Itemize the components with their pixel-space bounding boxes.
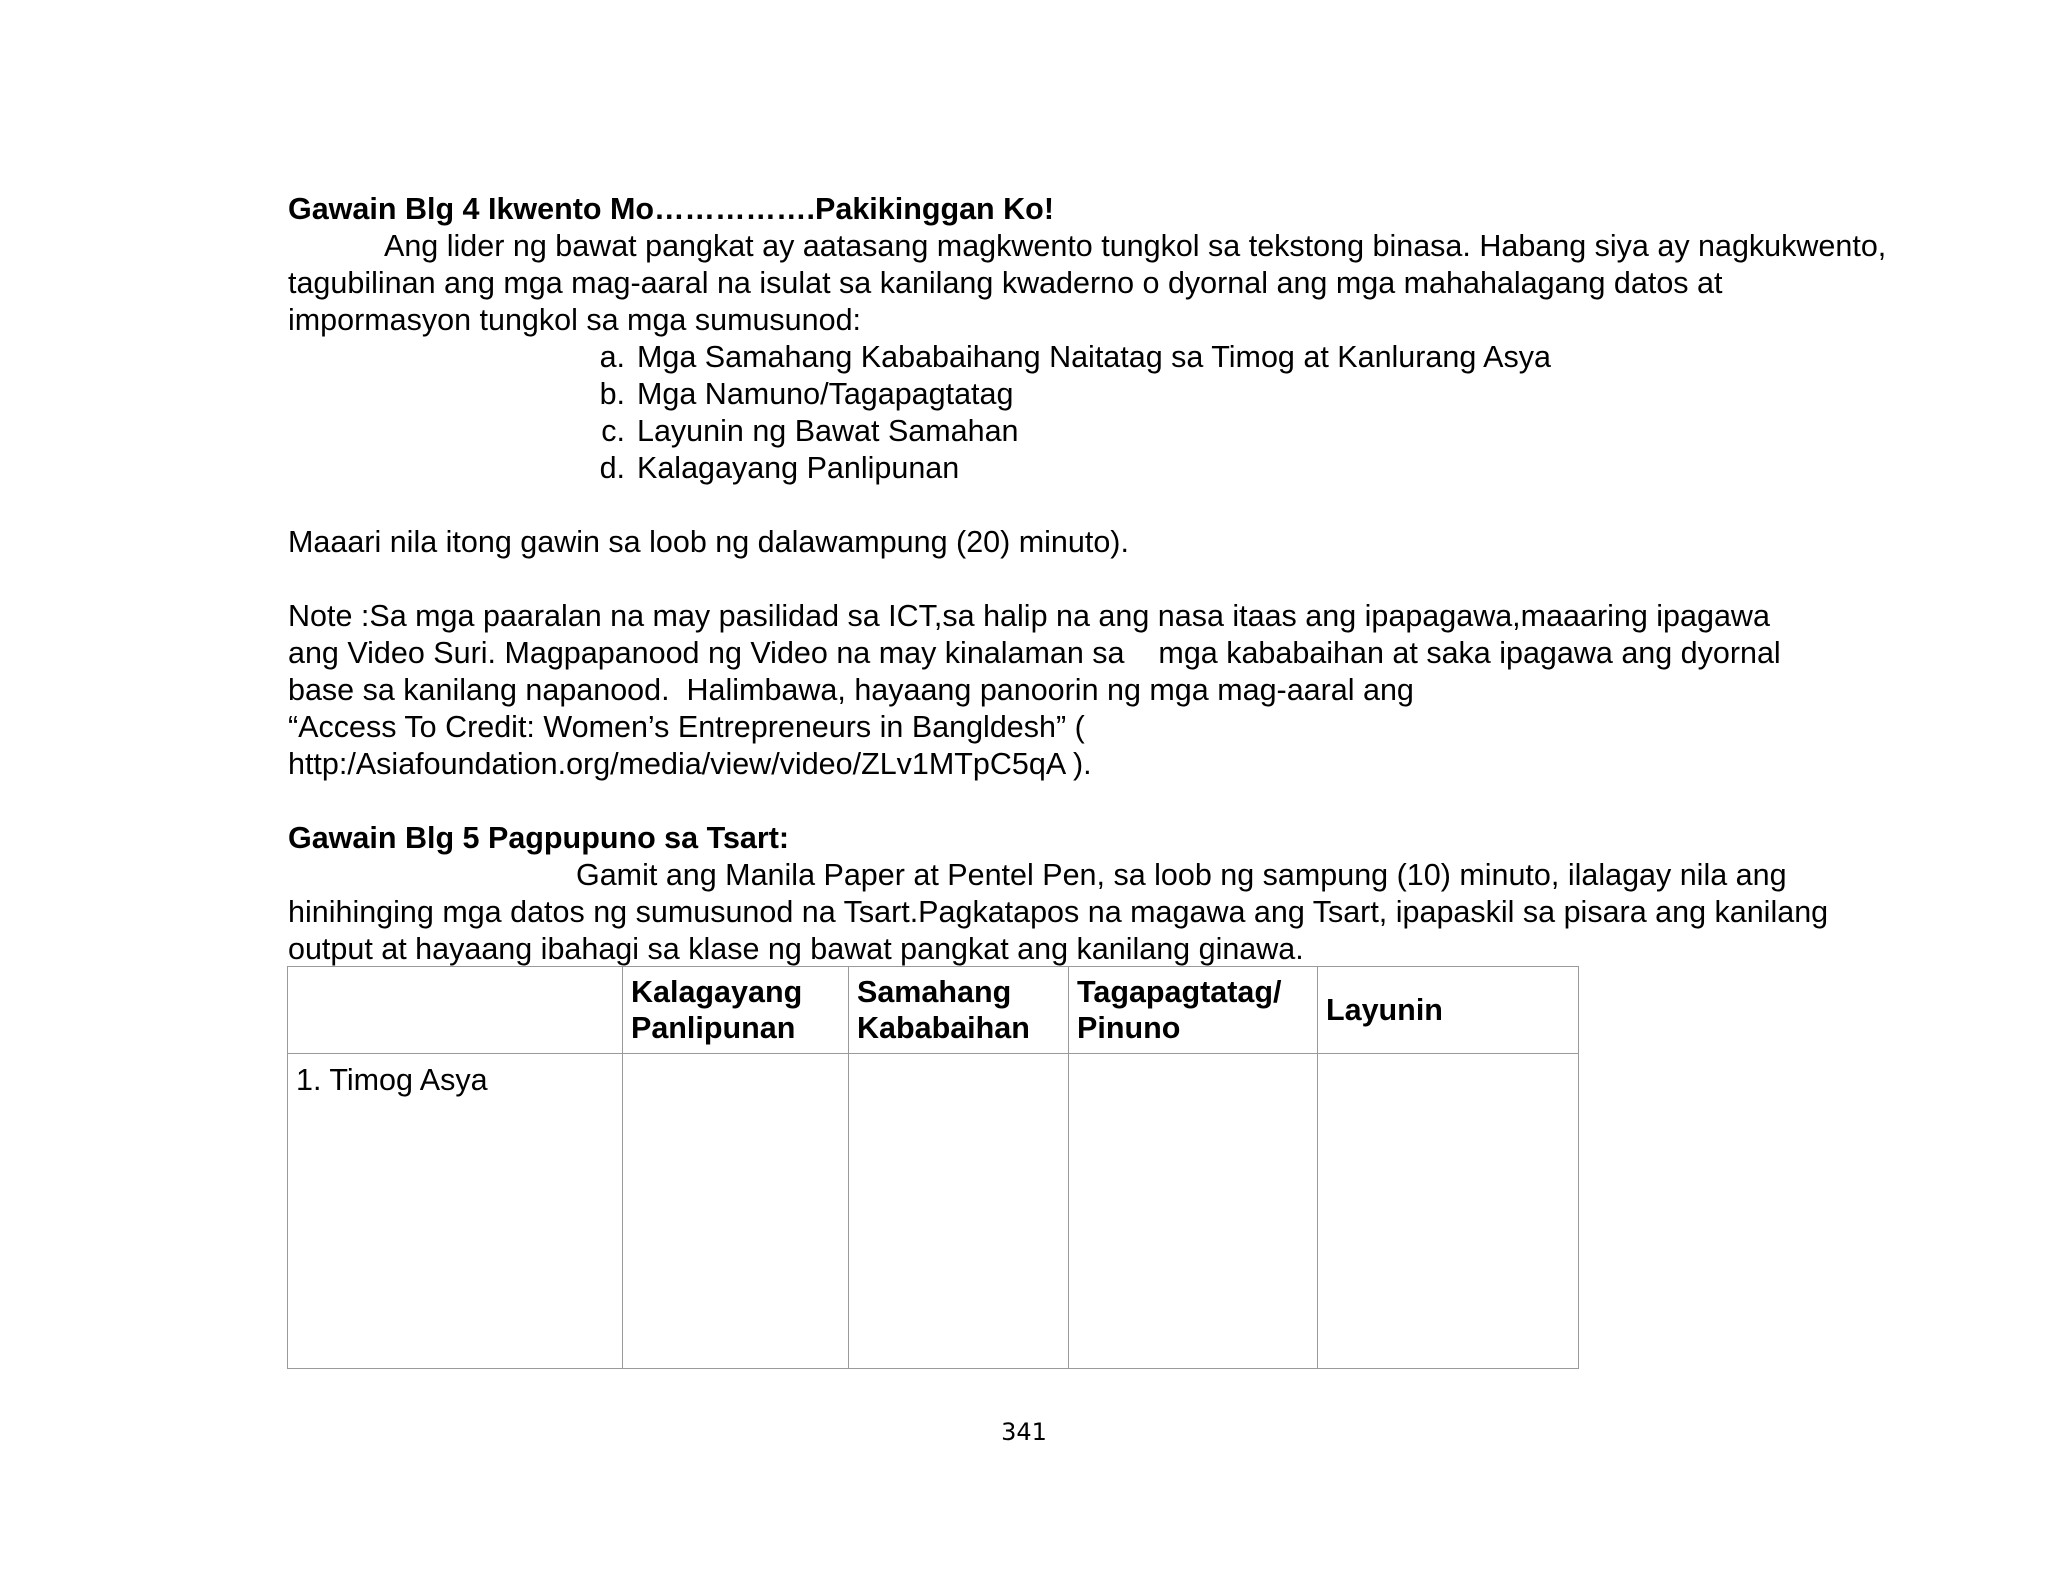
time-note: Maaari nila itong gawin sa loob ng dalawampung (20) minuto). (288, 525, 1129, 559)
table-header-cell (1069, 967, 1318, 1054)
list-item-text: Mga Namuno/Tagapagtatag (637, 377, 1014, 411)
page-number: 341 (1001, 1418, 1047, 1446)
row-label-cell: 1. Timog Asya (288, 1054, 623, 1369)
list-item (288, 413, 1888, 450)
list-item-text: Mga Samahang Kababaihang Naitatag sa Timog at Kanlurang Asya (637, 340, 1551, 374)
table-cell[interactable] (623, 1054, 849, 1369)
table-header-cell (288, 967, 623, 1054)
list-item (288, 376, 1888, 413)
spacer (288, 487, 1888, 524)
table-cell[interactable] (1069, 1054, 1318, 1369)
header-line: Samahang (857, 975, 1012, 1009)
list-item-text: Layunin ng Bawat Samahan (637, 414, 1019, 448)
spacer (288, 783, 1888, 820)
header-line: Panlipunan (631, 1011, 796, 1045)
header-line: Kalagayang (631, 975, 803, 1009)
table-header-row (288, 967, 1579, 1054)
list-marker: d. (599, 451, 625, 485)
header-line: Tagapagtatag/ (1077, 975, 1282, 1009)
activity5-heading: Gawain Blg 5 Pagpupuno sa Tsart: (288, 821, 790, 855)
list-marker: b. (599, 377, 625, 411)
header-line: Layunin (1326, 993, 1443, 1027)
table-header-cell (849, 967, 1069, 1054)
list-marker: c. (601, 414, 625, 448)
table-header-cell (1318, 967, 1579, 1054)
activity4-list (288, 339, 1888, 487)
list-item (288, 450, 1888, 487)
note-line: Note :Sa mga paaralan na may pasilidad sa ICT,sa halip na ang nasa itaas ang ipapagawa,maaaring ipagawa (288, 599, 1770, 633)
table-cell[interactable] (1318, 1054, 1579, 1369)
list-item-text: Kalagayang Panlipunan (637, 451, 960, 485)
spacer (288, 561, 1888, 598)
activity5-intro: Gamit ang Manila Paper at Pentel Pen, sa loob ng sampung (10) minuto, ilalagay nila ang hinihinging mga datos ng sumusunod na Tsart.Pagkatapos na magawa ang Tsart, ipapaskil sa pisara ang kanilang output at hayaang ibahagi sa klase ng bawat pangkat ang kanilang ginawa. (288, 858, 1829, 966)
activity4-intro: Ang lider ng bawat pangkat ay aatasang magkwento tungkol sa tekstong binasa. Habang siya ay nagkukwento, tagubilinan ang mga mag-aaral na isulat sa kanilang kwaderno o dyornal ang mga mahahalagang datos at impormasyon tungkol sa mga sumusunod: (288, 229, 1887, 337)
note-line: ang Video Suri. Magpapanood ng Video na may kinalaman sa mga kababaihan at saka ipagawa ang dyornal (288, 636, 1781, 670)
table-cell[interactable] (849, 1054, 1069, 1369)
note-line: base sa kanilang napanood. Halimbawa, hayaang panoorin ng mga mag-aaral ang (288, 673, 1414, 707)
list-item (288, 339, 1888, 376)
page-content (288, 191, 1888, 968)
activity4-heading: Gawain Blg 4 Ikwento Mo…………….Pakikinggan Ko! (288, 192, 1054, 226)
header-line: Kababaihan (857, 1011, 1030, 1045)
table-header-cell (623, 967, 849, 1054)
table-row (288, 1054, 1579, 1369)
list-marker: a. (599, 340, 625, 374)
note-line: “Access To Credit: Women’s Entrepreneurs in Bangldesh” ( (288, 710, 1085, 744)
header-line: Pinuno (1077, 1011, 1181, 1045)
tsart-table (287, 966, 1579, 1369)
note-url: http:/Asiafoundation.org/media/view/video/ZLv1MTpC5qA ). (288, 747, 1092, 781)
